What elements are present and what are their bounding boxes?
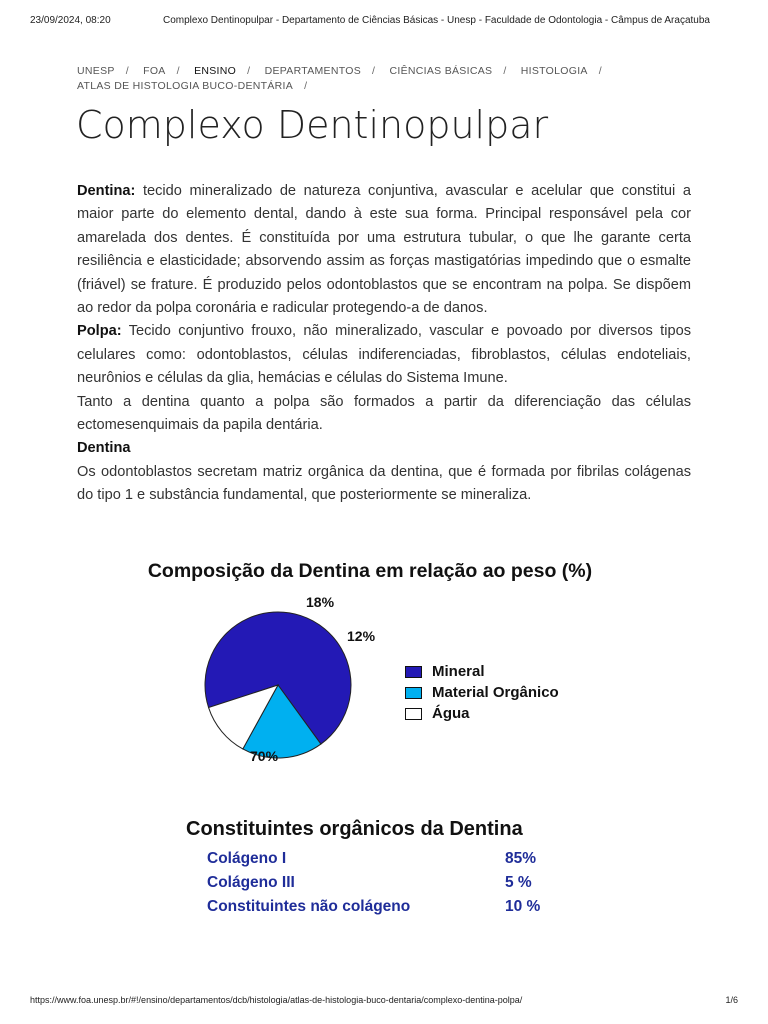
row-name: Constituintes não colágeno xyxy=(207,898,411,915)
legend-item-mineral xyxy=(405,661,559,682)
paragraph-dentina xyxy=(77,180,691,320)
legend-item-agua xyxy=(405,703,559,724)
breadcrumb-unesp[interactable]: UNESP xyxy=(77,65,115,77)
table-title: Constituintes orgânicos da Dentina xyxy=(186,818,523,840)
breadcrumb-atlas[interactable]: ATLAS DE HISTOLOGIA BUCO-DENTÁRIA xyxy=(77,80,294,92)
subhead-dentina: Dentina xyxy=(77,440,131,457)
page-title: Complexo Dentinopulpar xyxy=(76,103,549,147)
row-value: 85% xyxy=(505,850,537,867)
paragraph-polpa xyxy=(77,320,691,390)
breadcrumb-separator: / xyxy=(598,65,602,77)
term-dentina: Dentina: xyxy=(77,183,136,199)
legend-swatch-organico xyxy=(405,687,422,699)
legend-label: Mineral xyxy=(432,663,485,680)
breadcrumb-separator: / xyxy=(304,80,308,92)
table-row xyxy=(186,895,586,919)
legend-swatch-agua xyxy=(405,708,422,720)
organic-constituents-table xyxy=(186,818,586,919)
legend-item-organico xyxy=(405,682,559,703)
paragraph-text: tecido mineralizado de natureza conjuntiva, avascular e acelular que constitui a maior parte do elemento dental, dando à este sua forma. Principal responsável pela cor amarelada dos dentes. É constituída por uma estrutura tubular, o que lhe garante certa resiliência e elasticidade; absorvendo assim as forças mastigatórias impedindo que o esmalte (friável) se frature. É produzido pelos odontoblastos que se encontram na polpa. Se dispõem ao redor da polpa coronária e radicular protegendo-a de danos. xyxy=(77,183,691,317)
breadcrumb-separator: / xyxy=(176,65,180,77)
paragraph-odontoblastos: Os odontoblastos secretam matriz orgânica da dentina, que é formada por fibrilas colágenas do tipo 1 e substância fundamental, que posteriormente se mineraliza. xyxy=(77,463,691,504)
print-url: https://www.foa.unesp.br/#!/ensino/departamentos/dcb/histologia/atlas-de-histologia-buco-dentaria/complexo-dentina-polpa/ xyxy=(30,995,523,1005)
legend-swatch-mineral xyxy=(405,666,422,678)
table-row xyxy=(186,847,586,871)
paragraph-text: Tecido conjuntivo frouxo, não mineralizado, vascular e povoado por diversos tipos celulares como: odontoblastos, células indiferenciadas, fibroblastos, células endoteliais, neurônios e células da glia, hemácias e células do Sistema Imune. xyxy=(77,323,691,387)
term-polpa: Polpa: xyxy=(77,323,122,340)
breadcrumb xyxy=(77,64,697,94)
breadcrumb-separator: / xyxy=(372,65,376,77)
breadcrumb-foa[interactable]: FOA xyxy=(143,65,166,77)
chart-title: Composição da Dentina em relação ao peso (%) xyxy=(147,560,593,582)
paragraph-origin: Tanto a dentina quanto a polpa são formados a partir da diferenciação das células ectomesenquimais da papila dentária. xyxy=(77,393,691,434)
legend-label: Água xyxy=(432,705,470,722)
table-row xyxy=(186,871,586,895)
pie-label-agua: 12% xyxy=(347,628,376,644)
row-name: Colágeno I xyxy=(207,850,287,867)
print-date: 23/09/2024, 08:20 xyxy=(30,15,111,26)
row-value: 5 % xyxy=(505,874,532,891)
page-number: 1/6 xyxy=(725,995,738,1005)
breadcrumb-separator: / xyxy=(125,65,129,77)
print-title: Complexo Dentinopulpar - Departamento de Ciências Básicas - Unesp - Faculdade de Odontologia - Câmpus de Araçatuba xyxy=(163,15,710,26)
pie-label-organico: 18% xyxy=(306,594,335,610)
breadcrumb-separator: / xyxy=(503,65,507,77)
breadcrumb-ciencias-basicas[interactable]: CIÊNCIAS BÁSICAS xyxy=(389,65,493,77)
row-name: Colágeno III xyxy=(207,874,295,891)
row-value: 10 % xyxy=(505,898,541,915)
breadcrumb-ensino[interactable]: ENSINO xyxy=(194,65,237,77)
breadcrumb-histologia[interactable]: HISTOLOGIA xyxy=(520,65,588,77)
article-body xyxy=(77,180,691,508)
breadcrumb-separator: / xyxy=(247,65,251,77)
pie-label-mineral: 70% xyxy=(250,748,279,764)
breadcrumb-departamentos[interactable]: DEPARTAMENTOS xyxy=(264,65,362,77)
pie-chart xyxy=(110,550,370,780)
dentin-composition-chart xyxy=(110,550,670,780)
chart-legend xyxy=(405,661,559,724)
legend-label: Material Orgânico xyxy=(432,684,559,701)
